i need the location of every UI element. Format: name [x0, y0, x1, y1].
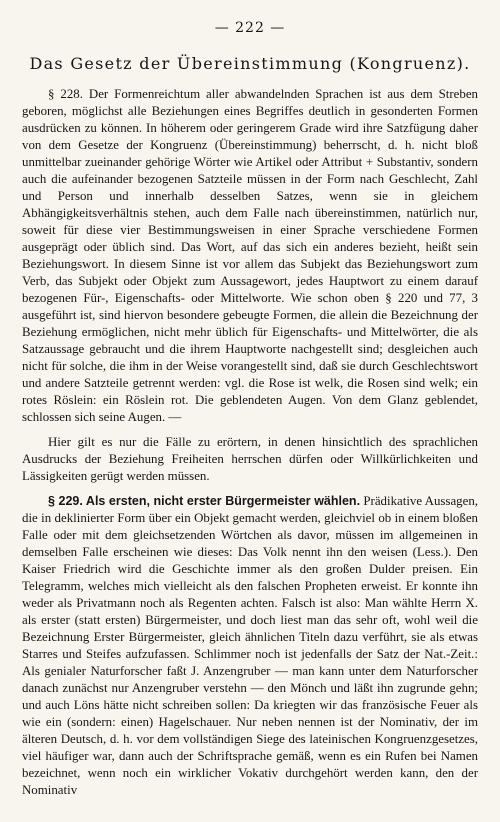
- page-number: — 222 —: [214, 20, 286, 36]
- paragraph-section-229: [22, 493, 478, 799]
- section-heading: § 229. Als ersten, nicht erster Bürgermeister wählen.: [48, 494, 361, 508]
- paragraph-text: Hier gilt es nur die Fälle zu erörtern, in denen hinsichtlich des sprachlichen Ausdrucks der Beziehung Freiheiten herrschen dürfen oder Willkürlichkeiten und Lässigkeiten gerügt werden müssen.: [22, 435, 478, 483]
- paragraph-section-228: [22, 86, 478, 426]
- paragraph-scope-note: [22, 434, 478, 485]
- paragraph-text: § 228. Der Formenreichtum aller abwandelnden Sprachen ist aus dem Streben geboren, möglichst alle Beziehungen eines Begriffes deutlich in gesonderten Formen ausdrücken zu können. In höherem oder geringerem Grade wird ihre Satzfügung daher von dem Gesetze der Kongruenz (Übereinstimmung) beherrscht, d. h. nicht bloß unmittelbar zueinander gehörige Wörter wie Artikel oder Attribut + Substantiv, sondern auch die aufeinander bezogenen Satzteile müssen in der Form nach Geschlecht, Zahl und Person und innerhalb desselben Satzes, wenn sie in gleichem Abhängigkeitsverhältnis stehen, auch dem Falle nach übereinstimmen, natürlich nur, soweit für diese vier Bestimmungsweisen in einer Sprache verschiedene Formen ausgeprägt oder üblich sind. Das Wort, auf das sich ein anderes bezieht, heißt sein Beziehungswort. In diesem Sinne ist vor allem das Subjekt das Beziehungswort zum Verb, das Subjekt oder Objekt zum Aussagewort, jedes Hauptwort zu einem darauf bezogenen Für-, Eigenschafts- oder Mittelworte. Wie schon oben § 220 und 77, 3 ausgeführt ist, sind hiervon besondere gebeugte Formen, die allein die Bezeichnung der Beziehung ermöglichen, nicht mehr üblich für Eigenschafts- und Mittelwörter, die als Satzaussage gebraucht und die ihrem Hauptworte nachgestellt sind; desgleichen auch nicht für solche, die ihm in der Weise vorangestellt sind, daß sie durch Geschlechtswort und andere Satzteile getrennt werden: vgl. die Rose ist welk, die Rosen sind welk; ein rotes Röslein: ein Röslein rot. Die geblendeten Augen. Von dem Glanz geblendet, schlossen sich seine Augen. —: [22, 87, 478, 424]
- paragraph-text: Prädikative Aussagen, die in deklinierter Form über ein Objekt gemacht werden, gleichviel ob in einem bloßen Falle oder mit dem gleichsetzenden Wörtchen als davor, müssen im allgemeinen in demselben Falle erscheinen wie dieses: Das Volk nennt ihn den weisen (Less.). Den Kaiser Friedrich wird die Geschichte immer als den großen Dulder preisen. Ein Telegramm, welches mich vielleicht als den falschen Propheten erweist. Er konnte ihn weder als Privatmann noch als Regenten achten. Falsch ist also: Man wählte Herrn X. als erster (statt ersten) Bürgermeister, und doch liest man das sehr oft, wohl weil die Bezeichnung Erster Bürgermeister, gleich ähnlichen Titeln dazu verführt, sie als etwas Starres und Steifes aufzufassen. Schlimmer noch ist jedenfalls der Satz der Nat.-Zeit.: Als genialer Naturforscher faßt J. Anzengruber — man kann unter dem Naturforscher danach zunächst nur Anzengruber verstehn — den Mönch und läßt ihn zugrunde gehn; und auch Löns hätte nicht schreiben sollen: Da kriegten wir das französische Feuer als wie ein (sondern: einen) Hagelschauer. Nur neben nennen ist der Nominativ, der im älteren Deutsch, d. h. vor dem vollständigen Siege des lateinischen Kongruenzgesetzes, viel häufiger war, dann auch der Schriftsprache gemäß, wenn es ein Rufen bei Namen bezeichnet, wenn noch ein wirklicher Vokativ durchgehört werden kann, den der Nominativ: [22, 494, 479, 797]
- chapter-title: Das Gesetz der Übereinstimmung (Kongruenz).: [29, 54, 471, 73]
